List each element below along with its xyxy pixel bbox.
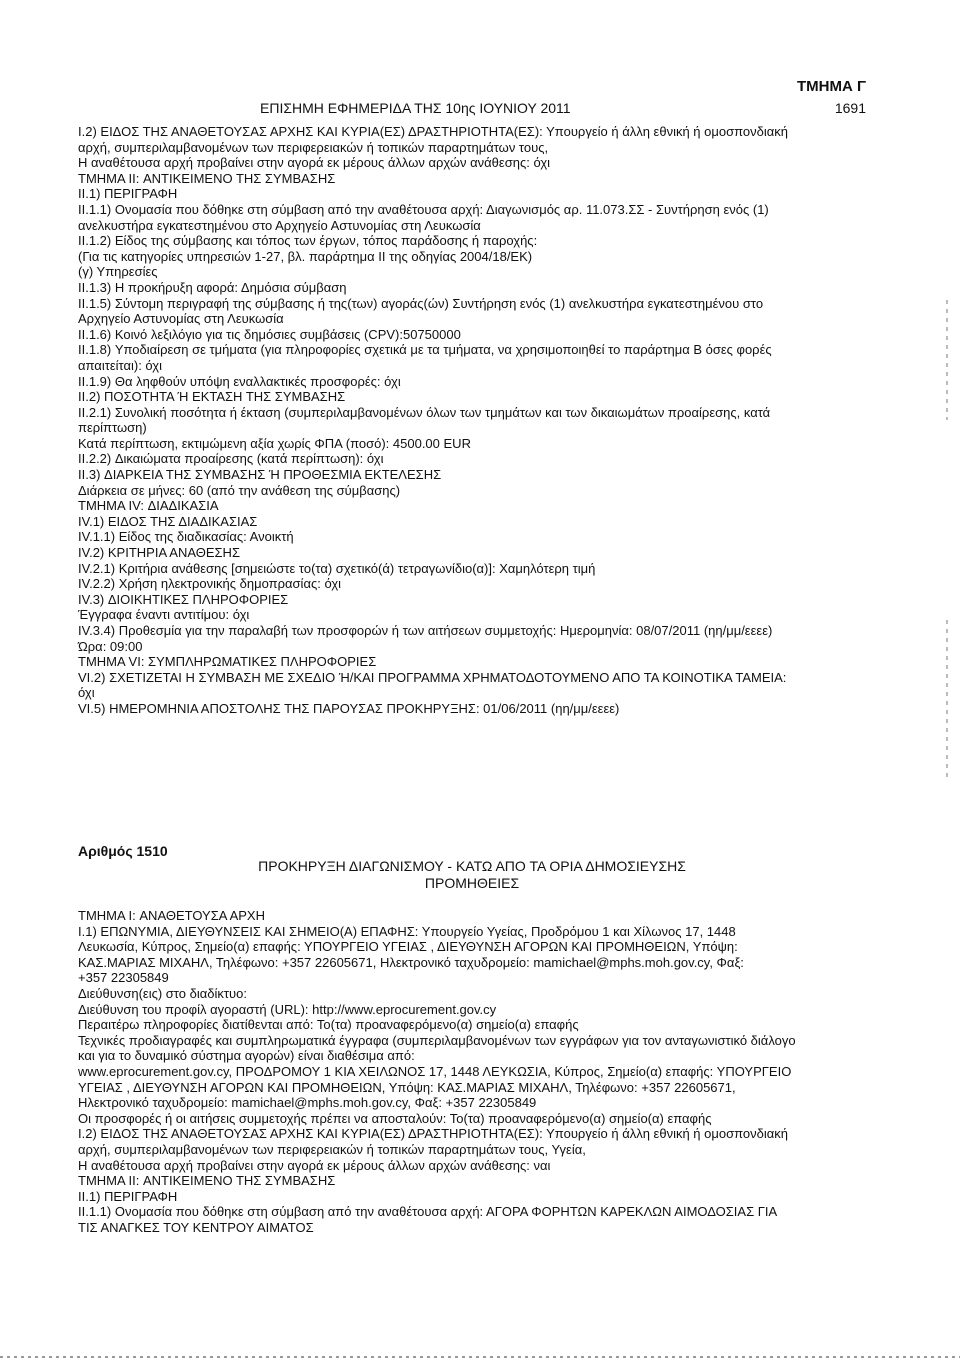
text-line: ΤΙΣ ΑΝΑΓΚΕΣ ΤΟΥ ΚΕΝΤΡΟΥ ΑΙΜΑΤΟΣ bbox=[78, 1219, 314, 1235]
notice-title bbox=[78, 858, 866, 892]
section-label: ΤΜΗΜΑ Γ bbox=[796, 78, 866, 95]
text-line: I.2) ΕΙΔΟΣ ΤΗΣ ΑΝΑΘΕΤΟΥΣΑΣ ΑΡΧΗΣ ΚΑΙ ΚΥΡΙΑ(ΕΣ) ΔΡΑΣΤΗΡΙΟΤΗΤΑ(ΕΣ): Υπουργείο ή άλλη εθνική ή ομοσπονδιακή bbox=[78, 1126, 789, 1142]
text-line: II.2.2) Δικαιώματα προαίρεσης (κατά περίπτωση): όχι bbox=[78, 451, 384, 467]
text-line: II.2.1) Συνολική ποσότητα ή έκταση (συμπεριλαμβανομένων όλων των τμημάτων και των δικαιωμάτων προαίρεσης, κατά bbox=[78, 404, 771, 420]
notice-1691-body bbox=[78, 124, 866, 717]
text-line: IV.3.4) Προθεσμία για την παραλαβή των προσφορών ή των αιτήσεων συμμετοχής: Ημερομηνία: 08/07/2011 (ηη/μμ/εεεε) bbox=[78, 623, 773, 638]
notice-title-line1: ΠΡΟΚΗΡΥΞΗ ΔΙΑΓΩΝΙΣΜΟΥ - ΚΑΤΩ ΑΠΟ ΤΑ ΟΡΙΑ ΔΗΜΟΣΙΕΥΣΗΣ bbox=[258, 858, 686, 874]
text-line: αρχή, συμπεριλαμβανομένων των περιφερειακών ή τοπικών παραρτημάτων τους, bbox=[78, 139, 549, 155]
section-heading: ΤΜΗΜΑ VI: ΣΥΜΠΛΗΡΩΜΑΤΙΚΕΣ ΠΛΗΡΟΦΟΡΙΕΣ bbox=[78, 654, 377, 670]
section-heading: ΤΜΗΜΑ II: ΑΝΤΙΚΕΙΜΕΝΟ ΤΗΣ ΣΥΜΒΑΣΗΣ bbox=[78, 170, 336, 186]
text-line: II.1) ΠΕΡΙΓΡΑΦΗ bbox=[78, 186, 178, 202]
text-line: I.1) ΕΠΩΝΥΜΙΑ, ΔΙΕΥΘΥΝΣΕΙΣ ΚΑΙ ΣΗΜΕΙΟ(Α) ΕΠΑΦΗΣ: Υπουργείο Υγείας, Προδρόμου 1 και Χίλωνος 17, 1448 bbox=[78, 923, 736, 939]
text-line: ΥΓΕΙΑΣ , ΔΙΕΥΘΥΝΣΗ ΑΓΟΡΩΝ ΚΑΙ ΠΡΟΜΗΘΕΙΩΝ, Υπόψη: ΚΑΣ.ΜΑΡΙΑΣ ΜΙΧΑΗΛ, Τηλέφωνο: +357 22605671, bbox=[78, 1079, 736, 1095]
text-line: Περαιτέρω πληροφορίες διατίθενται από: Το(τα) προαναφερόμενο(α) σημείο(α) επαφής bbox=[78, 1017, 579, 1033]
text-line: www.eprocurement.gov.cy, ΠΡΟΔΡΟΜΟΥ 1 ΚΙΑ ΧΕΙΛΩΝΟΣ 17, 1448 ΛΕΥΚΩΣΙΑ, Κύπρος, Σημείο(α) επαφής: ΥΠΟΥΡΓΕΙΟ bbox=[78, 1063, 792, 1079]
text-line: II.1.1) Ονομασία που δόθηκε στη σύμβαση από την αναθέτουσα αρχή: Διαγωνισμός αρ. 11.073.ΣΣ - Συντήρηση ενός (1) bbox=[78, 201, 769, 217]
text-line: όχι bbox=[78, 685, 95, 701]
text-line: Η αναθέτουσα αρχή προβαίνει στην αγορά εκ μέρους άλλων αρχών ανάθεσης: όχι bbox=[78, 155, 551, 171]
text-line: II.2) ΠΟΣΟΤΗΤΑ Ή ΕΚΤΑΣΗ ΤΗΣ ΣΥΜΒΑΣΗΣ bbox=[78, 389, 346, 405]
text-line: (Για τις κατηγορίες υπηρεσιών 1-27, βλ. παράρτημα II της οδηγίας 2004/18/ΕΚ) bbox=[78, 248, 533, 264]
text-line: περίπτωση) bbox=[78, 420, 147, 436]
notice-number: Αριθμός 1510 bbox=[78, 843, 168, 859]
text-line: ΚΑΣ.ΜΑΡΙΑΣ ΜΙΧΑΗΛ, Τηλέφωνο: +357 22605671, Ηλεκτρονικό ταχυδρομείο: mamichael@mphs.moh.gov.cy, Φαξ: bbox=[78, 954, 744, 970]
text-line: Διεύθυνση(εις) στο διαδίκτυο: bbox=[78, 985, 247, 1001]
section-heading: ΤΜΗΜΑ IV: ΔΙΑΔΙΚΑΣΙΑ bbox=[78, 498, 219, 514]
text-line: IV.3) ΔΙΟΙΚΗΤΙΚΕΣ ΠΛΗΡΟΦΟΡΙΕΣ bbox=[78, 591, 289, 607]
text-line: II.1) ΠΕΡΙΓΡΑΦΗ bbox=[78, 1188, 178, 1204]
text-line: Ώρα: 09:00 bbox=[78, 638, 143, 654]
text-line: Αρχηγείο Αστυνομίας στη Λευκωσία bbox=[78, 311, 284, 327]
text-line: II.1.5) Σύντομη περιγραφή της σύμβασης ή της(των) αγοράς(ών) Συντήρηση ενός (1) ανελκυστήρα εγκατεστημένου στο bbox=[78, 295, 764, 311]
text-line: VI.5) ΗΜΕΡΟΜΗΝΙΑ ΑΠΟΣΤΟΛΗΣ ΤΗΣ ΠΑΡΟΥΣΑΣ ΠΡΟΚΗΡΥΞΗΣ: 01/06/2011 (ηη/μμ/εεεε) bbox=[78, 700, 620, 716]
scan-artifact bbox=[946, 300, 948, 420]
section-heading: ΤΜΗΜΑ II: ΑΝΤΙΚΕΙΜΕΝΟ ΤΗΣ ΣΥΜΒΑΣΗΣ bbox=[78, 1173, 336, 1189]
text-line: Η αναθέτουσα αρχή προβαίνει στην αγορά εκ μέρους άλλων αρχών ανάθεσης: ναι bbox=[78, 1157, 551, 1173]
text-line: II.3) ΔΙΑΡΚΕΙΑ ΤΗΣ ΣΥΜΒΑΣΗΣ Ή ΠΡΟΘΕΣΜΙΑ ΕΚΤΕΛΕΣΗΣ bbox=[78, 467, 442, 483]
text-line: Τεχνικές προδιαγραφές και συμπληρωματικά έγγραφα (συμπεριλαμβανομένων των εγγράφων για τον ανταγωνιστικό διάλογο bbox=[78, 1032, 796, 1048]
text-line: Διάρκεια σε μήνες: 60 (από την ανάθεση της σύμβασης) bbox=[78, 482, 401, 498]
text-line: Έγγραφα έναντι αντιτίμου: όχι bbox=[78, 607, 250, 623]
scan-artifact bbox=[946, 620, 948, 780]
text-line: ανελκυστήρα εγκατεστημένου στο Αρχηγείο Αστυνομίας στη Λευκωσία bbox=[78, 217, 481, 233]
text-line: IV.1.1) Είδος της διαδικασίας: Ανοικτή bbox=[78, 529, 294, 545]
text-line: II.1.3) Η προκήρυξη αφορά: Δημόσια σύμβαση bbox=[78, 279, 347, 295]
text-line: IV.2.2) Χρήση ηλεκτρονικής δημοπρασίας: όχι bbox=[78, 576, 342, 592]
text-line: απαιτείται): όχι bbox=[78, 357, 163, 373]
text-line: Κατά περίπτωση, εκτιμώμενη αξία χωρίς ΦΠΑ (ποσό): 4500.00 EUR bbox=[78, 435, 471, 451]
text-line: II.1.2) Είδος της σύμβασης και τόπος των έργων, τόπος παράδοσης ή παροχής: bbox=[78, 233, 538, 249]
text-line: (γ) Υπηρεσίες bbox=[78, 264, 158, 280]
page-number: 1691 bbox=[834, 100, 866, 116]
gazette-title: ΕΠΙΣΗΜΗ ΕΦΗΜΕΡΙΔΑ ΤΗΣ 10ης ΙΟΥΝΙΟΥ 2011 bbox=[260, 100, 571, 116]
text-line: Διεύθυνση του προφίλ αγοραστή (URL): http://www.eprocurement.gov.cy bbox=[78, 1001, 497, 1017]
section-heading: ΤΜΗΜΑ I: ΑΝΑΘΕΤΟΥΣΑ ΑΡΧΗ bbox=[78, 908, 265, 923]
text-line: +357 22305849 bbox=[78, 970, 169, 986]
text-line: και για το δυναμικό σύστημα αγορών) είναι διαθέσιμα από: bbox=[78, 1048, 415, 1064]
text-line: Ηλεκτρονικό ταχυδρομείο: mamichael@mphs.moh.gov.cy, Φαξ: +357 22305849 bbox=[78, 1095, 537, 1111]
text-line: IV.1) ΕΙΔΟΣ ΤΗΣ ΔΙΑΔΙΚΑΣΙΑΣ bbox=[78, 513, 258, 529]
text-line: αρχή, συμπεριλαμβανομένων των περιφερειακών ή τοπικών παραρτημάτων τους, Υγεία, bbox=[78, 1141, 586, 1157]
text-line: VI.2) ΣΧΕΤΙΖΕΤΑΙ Η ΣΥΜΒΑΣΗ ΜΕ ΣΧΕΔΙΟ Ή/ΚΑΙ ΠΡΟΓΡΑΜΜΑ ΧΡΗΜΑΤΟΔΟΤΟΥΜΕΝΟ ΑΠΟ ΤΑ ΚΟΙΝΟΤΙΚΑ ΤΑΜΕΙΑ: bbox=[78, 669, 787, 685]
text-line: II.1.1) Ονομασία που δόθηκε στη σύμβαση από την αναθέτουσα αρχή: ΑΓΟΡΑ ΦΟΡΗΤΩΝ ΚΑΡΕΚΛΩΝ ΑΙΜΟΔΟΣΙΑΣ ΓΙΑ bbox=[78, 1204, 778, 1220]
notice-title-line2: ΠΡΟΜΗΘΕΙΕΣ bbox=[424, 875, 520, 891]
text-line: IV.2) ΚΡΙΤΗΡΙΑ ΑΝΑΘΕΣΗΣ bbox=[78, 545, 240, 561]
notice-1510-body bbox=[78, 908, 866, 1235]
text-line: II.1.8) Υποδιαίρεση σε τμήματα (για πληροφορίες σχετικά με τα τμήματα, να χρησιμοποιηθεί το παράρτημα Β όσες φορές bbox=[78, 342, 772, 358]
page-edge bbox=[0, 1356, 960, 1358]
text-line: Λευκωσία, Κύπρος, Σημείο(α) επαφής: ΥΠΟΥΡΓΕΙΟ ΥΓΕΙΑΣ , ΔΙΕΥΘΥΝΣΗ ΑΓΟΡΩΝ ΚΑΙ ΠΡΟΜΗΘΕΙΩΝ, Υπόψη: bbox=[78, 939, 738, 955]
text-line: II.1.9) Θα ληφθούν υπόψη εναλλακτικές προσφορές: όχι bbox=[78, 373, 401, 389]
text-line: Οι προσφορές ή οι αιτήσεις συμμετοχής πρέπει να αποσταλούν: Το(τα) προαναφερόμενο(α) σημείο(α) επαφής bbox=[78, 1110, 712, 1126]
text-line: I.2) ΕΙΔΟΣ ΤΗΣ ΑΝΑΘΕΤΟΥΣΑΣ ΑΡΧΗΣ ΚΑΙ ΚΥΡΙΑ(ΕΣ) ΔΡΑΣΤΗΡΙΟΤΗΤΑ(ΕΣ): Υπουργείο ή άλλη εθνική ή ομοσπονδιακή bbox=[78, 124, 789, 139]
text-line: IV.2.1) Κριτήρια ανάθεσης [σημειώστε το(τα) σχετικό(ά) τετραγωνίδιο(α)]: Χαμηλότερη τιμή bbox=[78, 560, 596, 576]
text-line: II.1.6) Κοινό λεξιλόγιο για τις δημόσιες συμβάσεις (CPV):50750000 bbox=[78, 326, 461, 342]
